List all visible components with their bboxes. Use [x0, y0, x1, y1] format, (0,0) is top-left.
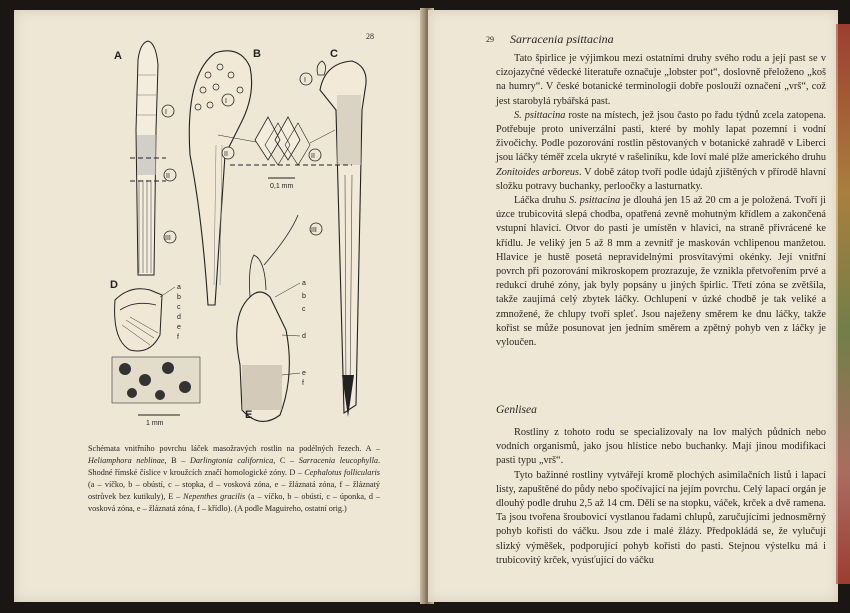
zone-label-a3: III: [165, 235, 171, 242]
part-label-d-f: f: [177, 334, 179, 341]
figure-letter-e: E: [245, 409, 253, 421]
paragraph-3: Láčka druhu S. psittacina je dlouhá jen 15 až 20 cm a je položená. Tvoří ji úzce trubicovitá slepá chodba, opatřená zevně mohutným křídlem a zakončená vstupní hlavicí. Otvor do pasti je umístěn v hlavici, na straně přivrácené ke křídlu. Je veliký jen 5 až 8 mm a zevnitř je maskován vchlipenou manžetou. Hlavice je hustě posetá nepravidelnými prosvítavými okénky. Její vnitřní povrch při pozorování mikroskopem prozrazuje, že vznikla přetvořením prvé a redukcí druhé zóny, jak byly popsány u jiných špirlic. Třetí zóna se zvětšila, takže zaujímá celý zbytek láčky. Ochlupení v úzké chodbě je tak veliké a zmnožené, že chlupy tvoří spleť. Jsou naježeny směrem ke dnu láčky, takže kořist se může posunovat jen jedním směrem a zpětný pohyb ven z láčky je vyloučen.: [496, 195, 826, 349]
figure-a-heliamphora: [114, 41, 176, 275]
zone-label-c3: III: [311, 227, 317, 234]
figure-letter-d: D: [110, 279, 118, 291]
figure-caption: Schémata vnitřního povrchu láček masožravých rostlin na podélných řezech. A – Heliamphora neblinae, B – Darlingtonia californica, C – Sarracenia leucophylla. Shodné římské číslice v kroužcích značí homologické zóny. D – Cephalotus follicularis (a – víčko, b – obústí, c – stopka, d – vosková zóna, e – žláznatá zóna, f – žláznatý ostrůvek bez kutikuly), E – Nepenthes gracilis (a – víčko, b – obústí, c – úponka, d – vosková zóna, e – žláznatá zóna, f – křídlo). (A podle Maguireho, ostatní orig.): [88, 444, 380, 513]
part-label-e-e: e: [302, 370, 306, 377]
part-label-d-d: d: [177, 314, 181, 321]
part-label-e-c: c: [302, 306, 306, 313]
cell-texture-inset: [112, 357, 200, 427]
part-label-d-a: a: [177, 284, 181, 291]
pitcher-diagrams-figure: [90, 35, 380, 430]
figure-d-cephalotus: [110, 279, 181, 351]
part-label-d-e: e: [177, 324, 181, 331]
figure-letter-b: B: [253, 48, 261, 60]
figure-letter-a: A: [114, 50, 122, 62]
section-heading-genlisea: Genlisea: [496, 404, 537, 416]
section-genlisea-text: [496, 426, 826, 568]
figure-c-sarracenia: [295, 48, 366, 417]
figure-letter-c: C: [330, 48, 338, 60]
zone-label-c2: II: [311, 153, 315, 160]
figure-b-darlingtonia: [189, 48, 290, 305]
paragraph-5: Tyto bažinné rostliny vytvářejí kromě plochých asimilačních listů i lapací listy, zapuštěné do půdy nebo spočívající na jejím povrchu. Celý lapací orgán je dlouhý podle druhu 2,5 až 14 cm. Dělí se na stopku, váček, krček a dvě ramena. Ta jsou tvořena šroubovicí vystlanou řadami chlupů, zaručujícími jednosměrný pohyb kořisti do váčku. Jsou zde i malé žlázy. Předpokládá se, že vylučují slizký výměšek, podporující pohyb kořisti do pasti. Stejnou výstelku má i trubicovitý krček, vyúsťující do váčku: [496, 469, 826, 566]
zone-label-b2: II: [224, 151, 228, 158]
zone-label-a2: II: [166, 173, 170, 180]
page-edge-background: [836, 24, 850, 584]
part-label-d-b: b: [177, 294, 181, 301]
zone-label-a1: I: [165, 109, 167, 116]
part-label-e-a: a: [302, 280, 306, 287]
part-label-e-d: d: [302, 333, 306, 340]
part-label-e-b: b: [302, 293, 306, 300]
zone-label-b1: I: [225, 98, 227, 105]
page-number-left: 28: [366, 32, 374, 41]
scale-label-coarse: 1 mm: [146, 420, 164, 427]
scale-label-fine: 0,1 mm: [270, 183, 294, 190]
paragraph-4: Rostliny z tohoto rodu se specializovaly na lov malých půdních nebo vodních organismů, jako jsou hlístice nebo buchanky. Mají jinou modifikaci pasti typu „vrš“.: [496, 427, 826, 467]
page-number-right: 29: [486, 35, 494, 44]
left-page: [14, 10, 424, 602]
right-page: [428, 10, 838, 602]
figure-e-nepenthes: [237, 215, 306, 421]
part-label-d-c: c: [177, 304, 181, 311]
paragraph-1: Tato špirlice je výjimkou mezi ostatními druhy svého rodu a její past se v cizojazyčné vědecké literatuře označuje „lobster pot“, doslovně přeloženo „koš na humry“. V české botanické terminologii dobře poslouží označení „vrš“, což jest starobylá rybářská past.: [496, 53, 826, 107]
zone-label-c1: I: [304, 77, 306, 84]
running-title: Sarracenia psittacina: [510, 32, 614, 46]
paragraph-2: S. psittacina roste na místech, jež jsou často po řadu týdnů zcela zatopena. Potřebuje proto univerzální pasti, které by mohly lapat pozemní i vodní živočichy. Podle pozorování rostlin pěstovaných v botanické zahradě v Liberci jsou láčky téměř zcela ukryté v rašeliníku, kde loví malé plže amerického druhu Zonitoides arboreus. V době zátop tvoří podle údajů zjištěných v přírodě hlavní složku potravy buchanky, perloočky a lasturnatky.: [496, 109, 826, 192]
section-sarracenia-text: [496, 52, 826, 350]
part-label-e-f: f: [302, 380, 304, 387]
